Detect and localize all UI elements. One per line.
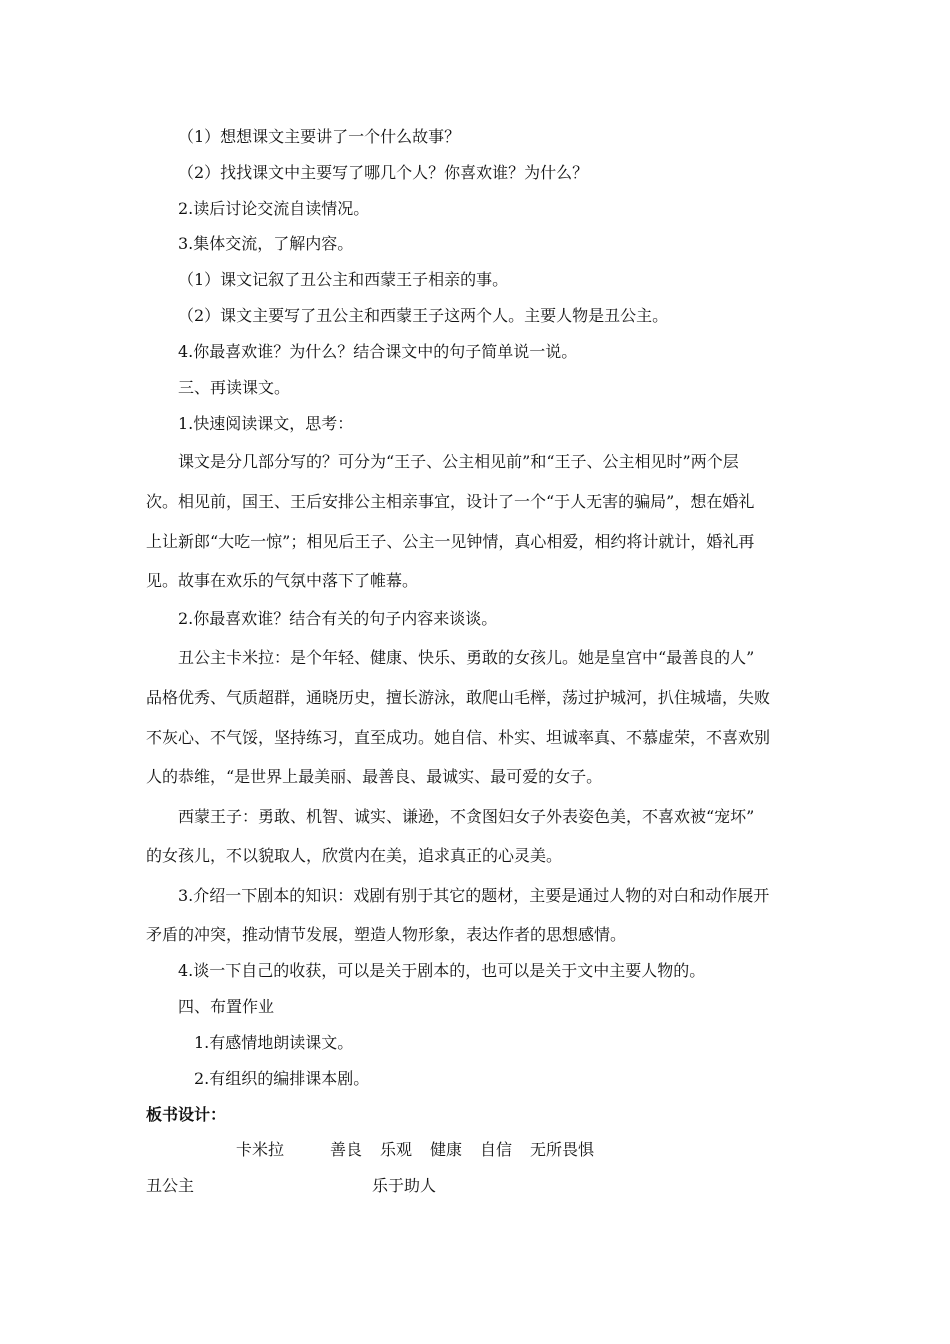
text-line: 1.有感情地朗读课文。: [194, 1033, 354, 1052]
paragraph-line: 品格优秀、气质超群，通晓历史，擅长游泳，敢爬山毛榉，荡过护城河，扒住城墙，失败: [146, 688, 771, 707]
text-line: （2）课文主要写了丑公主和西蒙王子这两个人。主要人物是丑公主。: [178, 306, 669, 325]
board-name: 卡米拉: [236, 1140, 285, 1159]
text-line: （1）课文记叙了丑公主和西蒙王子相亲的事。: [178, 270, 509, 289]
paragraph-line: 的女孩儿，不以貌取人，欣赏内在美，追求真正的心灵美。: [146, 846, 563, 865]
text-line: 2.读后讨论交流自读情况。: [178, 199, 370, 218]
text-line: 3.集体交流，了解内容。: [178, 234, 354, 253]
board-trait: 自信: [480, 1140, 513, 1159]
paragraph-line: 矛盾的冲突，推动情节发展，塑造人物形象，表达作者的思想感情。: [146, 925, 627, 944]
board-trait: 乐于助人: [372, 1176, 437, 1195]
paragraph-line: 次。相见前，国王、王后安排公主相亲事宜，设计了一个“于人无害的骗局”，想在婚礼: [146, 492, 755, 511]
paragraph-line: 丑公主卡米拉：是个年轻、健康、快乐、勇敢的女孩儿。她是皇宫中“最善良的人”: [178, 648, 755, 667]
board-left-label: 丑公主: [146, 1176, 195, 1195]
text-line: 4.你最喜欢谁？为什么？结合课文中的句子简单说一说。: [178, 342, 578, 361]
section-heading: 四、布置作业: [178, 997, 275, 1016]
paragraph-line: 不灰心、不气馁，坚持练习，直至成功。她自信、朴实、坦诚率真、不慕虚荣，不喜欢别: [146, 728, 771, 747]
text-line: 2.你最喜欢谁？结合有关的句子内容来谈谈。: [178, 609, 498, 628]
paragraph-line: 见。故事在欢乐的气氛中落下了帷幕。: [146, 571, 419, 590]
board-trait: 善良: [330, 1140, 363, 1159]
paragraph-line: 3.介绍一下剧本的知识：戏剧有别于其它的题材，主要是通过人物的对白和动作展开: [178, 886, 770, 905]
text-line: （1）想想课文主要讲了一个什么故事？: [178, 127, 461, 146]
paragraph-line: 课文是分几部分写的？可分为“王子、公主相见前”和“王子、公主相见时”两个层: [178, 452, 739, 471]
text-line: 1.快速阅读课文，思考：: [178, 414, 354, 433]
text-line: （2）找找课文中主要写了哪几个人？你喜欢谁？为什么？: [178, 163, 589, 182]
paragraph-line: 西蒙王子：勇敢、机智、诚实、谦逊，不贪图妇女子外表姿色美，不喜欢被“宠坏”: [178, 807, 755, 826]
board-trait: 无所畏惧: [530, 1140, 595, 1159]
paragraph-line: 人的恭维，“是世界上最美丽、最善良、最诚实、最可爱的女子。: [146, 767, 603, 786]
text-line: 4.谈一下自己的收获，可以是关于剧本的，也可以是关于文中主要人物的。: [178, 961, 706, 980]
text-line: 2.有组织的编排课本剧。: [194, 1069, 370, 1088]
board-trait: 健康: [430, 1140, 463, 1159]
board-design-title: 板书设计：: [146, 1105, 227, 1124]
section-heading: 三、再读课文。: [178, 378, 291, 397]
paragraph-line: 上让新郎“大吃一惊”；相见后王子、公主一见钟情，真心相爱，相约将计就计，婚礼再: [146, 532, 755, 551]
board-trait: 乐观: [380, 1140, 413, 1159]
